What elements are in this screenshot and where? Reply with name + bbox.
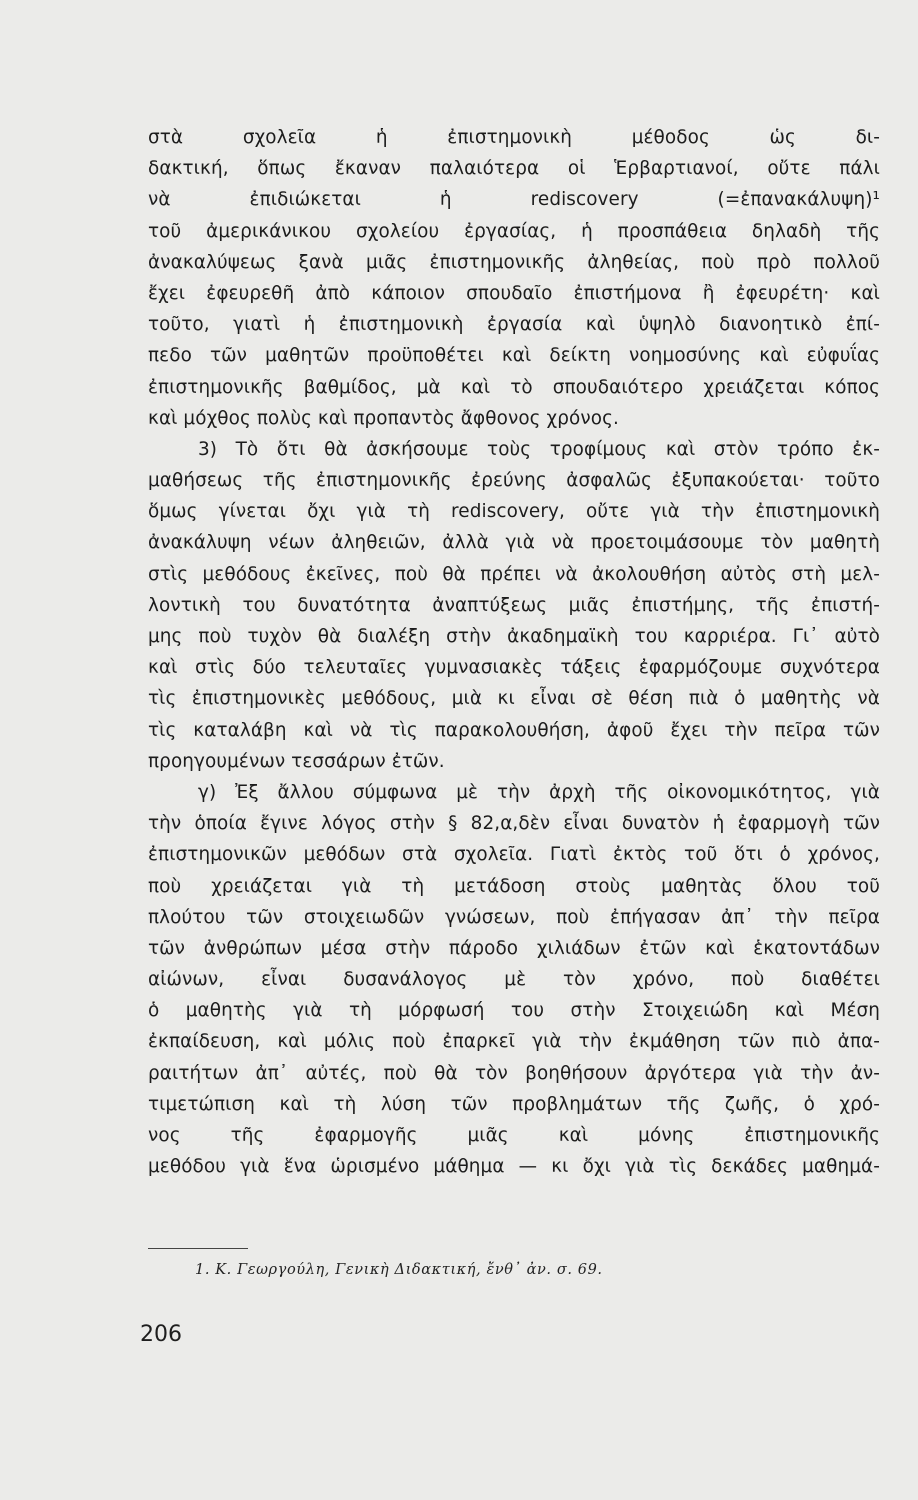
- body-text: [148, 122, 880, 1182]
- text-line: μαθήσεως τῆς ἐπιστημονικῆς ἐρεύνης ἀσφαλῶς ἐξυπακούεται· τοῦτο: [148, 470, 880, 492]
- footnote-divider: [148, 1248, 248, 1249]
- text-line: λοντικὴ του δυνατότητα ἀναπτύξεως μιᾶς ἐπιστήμης, τῆς ἐπιστή-: [148, 594, 880, 616]
- text-line: τιμετώπιση καὶ τὴ λύση τῶν προβλημάτων τῆς ζωῆς, ὁ χρό-: [148, 1093, 880, 1115]
- text-line: γ) Ἐξ ἄλλου σύμφωνα μὲ τὴν ἀρχὴ τῆς οἰκονομικότητος, γιὰ: [198, 781, 880, 803]
- text-line: ὅμως γίνεται ὄχι γιὰ τὴ rediscovery, οὔτε γιὰ τὴν ἐπιστημονικὴ: [148, 501, 880, 523]
- text-line: νος τῆς ἐφαρμογῆς μιᾶς καὶ μόνης ἐπιστημονικῆς: [148, 1125, 880, 1146]
- text-line: ὁ μαθητὴς γιὰ τὴ μόρφωσή του στὴν Στοιχειώδη καὶ Μέση: [148, 1000, 880, 1022]
- text-line: καὶ στὶς δύο τελευταῖες γυμνασιακὲς τάξεις ἐφαρμόζουμε συχνότερα: [148, 657, 880, 679]
- text-line: ἀνακαλύψεως ξανὰ μιᾶς ἐπιστημονικῆς ἀληθείας, ποὺ πρὸ πολλοῦ: [148, 251, 880, 273]
- text-line: στὶς μεθόδους ἐκεῖνες, ποὺ θὰ πρέπει νὰ ἀκολουθήση αὐτὸς στὴ μελ-: [148, 563, 880, 585]
- text-line: ραιτήτων ἀπ᾽ αὐτές, ποὺ θὰ τὸν βοηθήσουν ἀργότερα γιὰ τὴν ἀν-: [148, 1062, 880, 1084]
- text-line: δακτική, ὅπως ἔκαναν παλαιότερα οἱ Ἑρβαρτιανοί, οὔτε πάλι: [148, 158, 880, 180]
- text-line: νὰ ἐπιδιώκεται ἡ rediscovery (=ἐπανακάλυψη)¹: [148, 189, 880, 211]
- text-line: ἐπιστημονικῆς βαθμίδος, μὰ καὶ τὸ σπουδαιότερο χρειάζεται κόπος: [148, 376, 880, 398]
- page-number: 206: [140, 1322, 182, 1347]
- text-line: ἐπιστημονικῶν μεθόδων στὰ σχολεῖα. Γιατὶ ἐκτὸς τοῦ ὅτι ὁ χρόνος,: [148, 844, 880, 866]
- text-line: 3) Τὸ ὅτι θὰ ἀσκήσουμε τοὺς τροφίμους καὶ στὸν τρόπο ἐκ-: [198, 438, 880, 460]
- text-line: πλούτου τῶν στοιχειωδῶν γνώσεων, ποὺ ἐπήγασαν ἀπ᾽ τὴν πεῖρα: [148, 906, 880, 928]
- text-line: ἔχει ἐφευρεθῆ ἀπὸ κάποιον σπουδαῖο ἐπιστήμονα ἢ ἐφευρέτη· καὶ: [148, 282, 880, 304]
- text-line: τὶς ἐπιστημονικὲς μεθόδους, μιὰ κι εἶναι σὲ θέση πιὰ ὁ μαθητὴς νὰ: [148, 688, 880, 710]
- text-line: τὴν ὁποία ἔγινε λόγος στὴν § 82,α,δὲν εἶναι δυνατὸν ἡ ἐφαρμογὴ τῶν: [148, 813, 880, 835]
- text-line: ἀνακάλυψη νέων ἀληθειῶν, ἀλλὰ γιὰ νὰ προετοιμάσουμε τὸν μαθητὴ: [148, 532, 880, 554]
- text-line: μης ποὺ τυχὸν θὰ διαλέξη στὴν ἀκαδημαϊκὴ του καρριέρα. Γι᾽ αὐτὸ: [148, 626, 880, 647]
- text-line: ποὺ χρειάζεται γιὰ τὴ μετάδοση στοὺς μαθητὰς ὅλου τοῦ: [148, 875, 880, 897]
- text-line: καὶ μόχθος πολὺς καὶ προπαντὸς ἄφθονος χρόνος.: [148, 407, 619, 429]
- text-line: τοῦ ἀμερικάνικου σχολείου ἐργασίας, ἡ προσπάθεια δηλαδὴ τῆς: [148, 220, 880, 242]
- footnote: 1. Κ. Γεωργούλη, Γενικὴ Διδακτική, ἔνθ᾽ ἀν. σ. 69.: [195, 1262, 603, 1278]
- text-line: πεδο τῶν μαθητῶν προϋποθέτει καὶ δείκτη νοημοσύνης καὶ εὐφυΐας: [148, 345, 880, 367]
- text-line: ἐκπαίδευση, καὶ μόλις ποὺ ἐπαρκεῖ γιὰ τὴν ἐκμάθηση τῶν πιὸ ἀπα-: [148, 1031, 880, 1053]
- text-line: τοῦτο, γιατὶ ἡ ἐπιστημονικὴ ἐργασία καὶ ὑψηλὸ διανοητικὸ ἐπί-: [148, 314, 880, 336]
- text-line: τῶν ἀνθρώπων μέσα στὴν πάροδο χιλιάδων ἐτῶν καὶ ἑκατοντάδων: [148, 937, 880, 959]
- text-line: προηγουμένων τεσσάρων ἐτῶν.: [148, 750, 445, 772]
- text-line: μεθόδου γιὰ ἕνα ὡρισμένο μάθημα — κι ὄχι γιὰ τὶς δεκάδες μαθημά-: [148, 1156, 880, 1178]
- text-line: τὶς καταλάβη καὶ νὰ τὶς παρακολουθήση, ἀφοῦ ἔχει τὴν πεῖρα τῶν: [148, 719, 880, 741]
- text-line: στὰ σχολεῖα ἡ ἐπιστημονικὴ μέθοδος ὡς δι-: [148, 127, 880, 148]
- text-line: αἰώνων, εἶναι δυσανάλογος μὲ τὸν χρόνο, ποὺ διαθέτει: [148, 969, 880, 991]
